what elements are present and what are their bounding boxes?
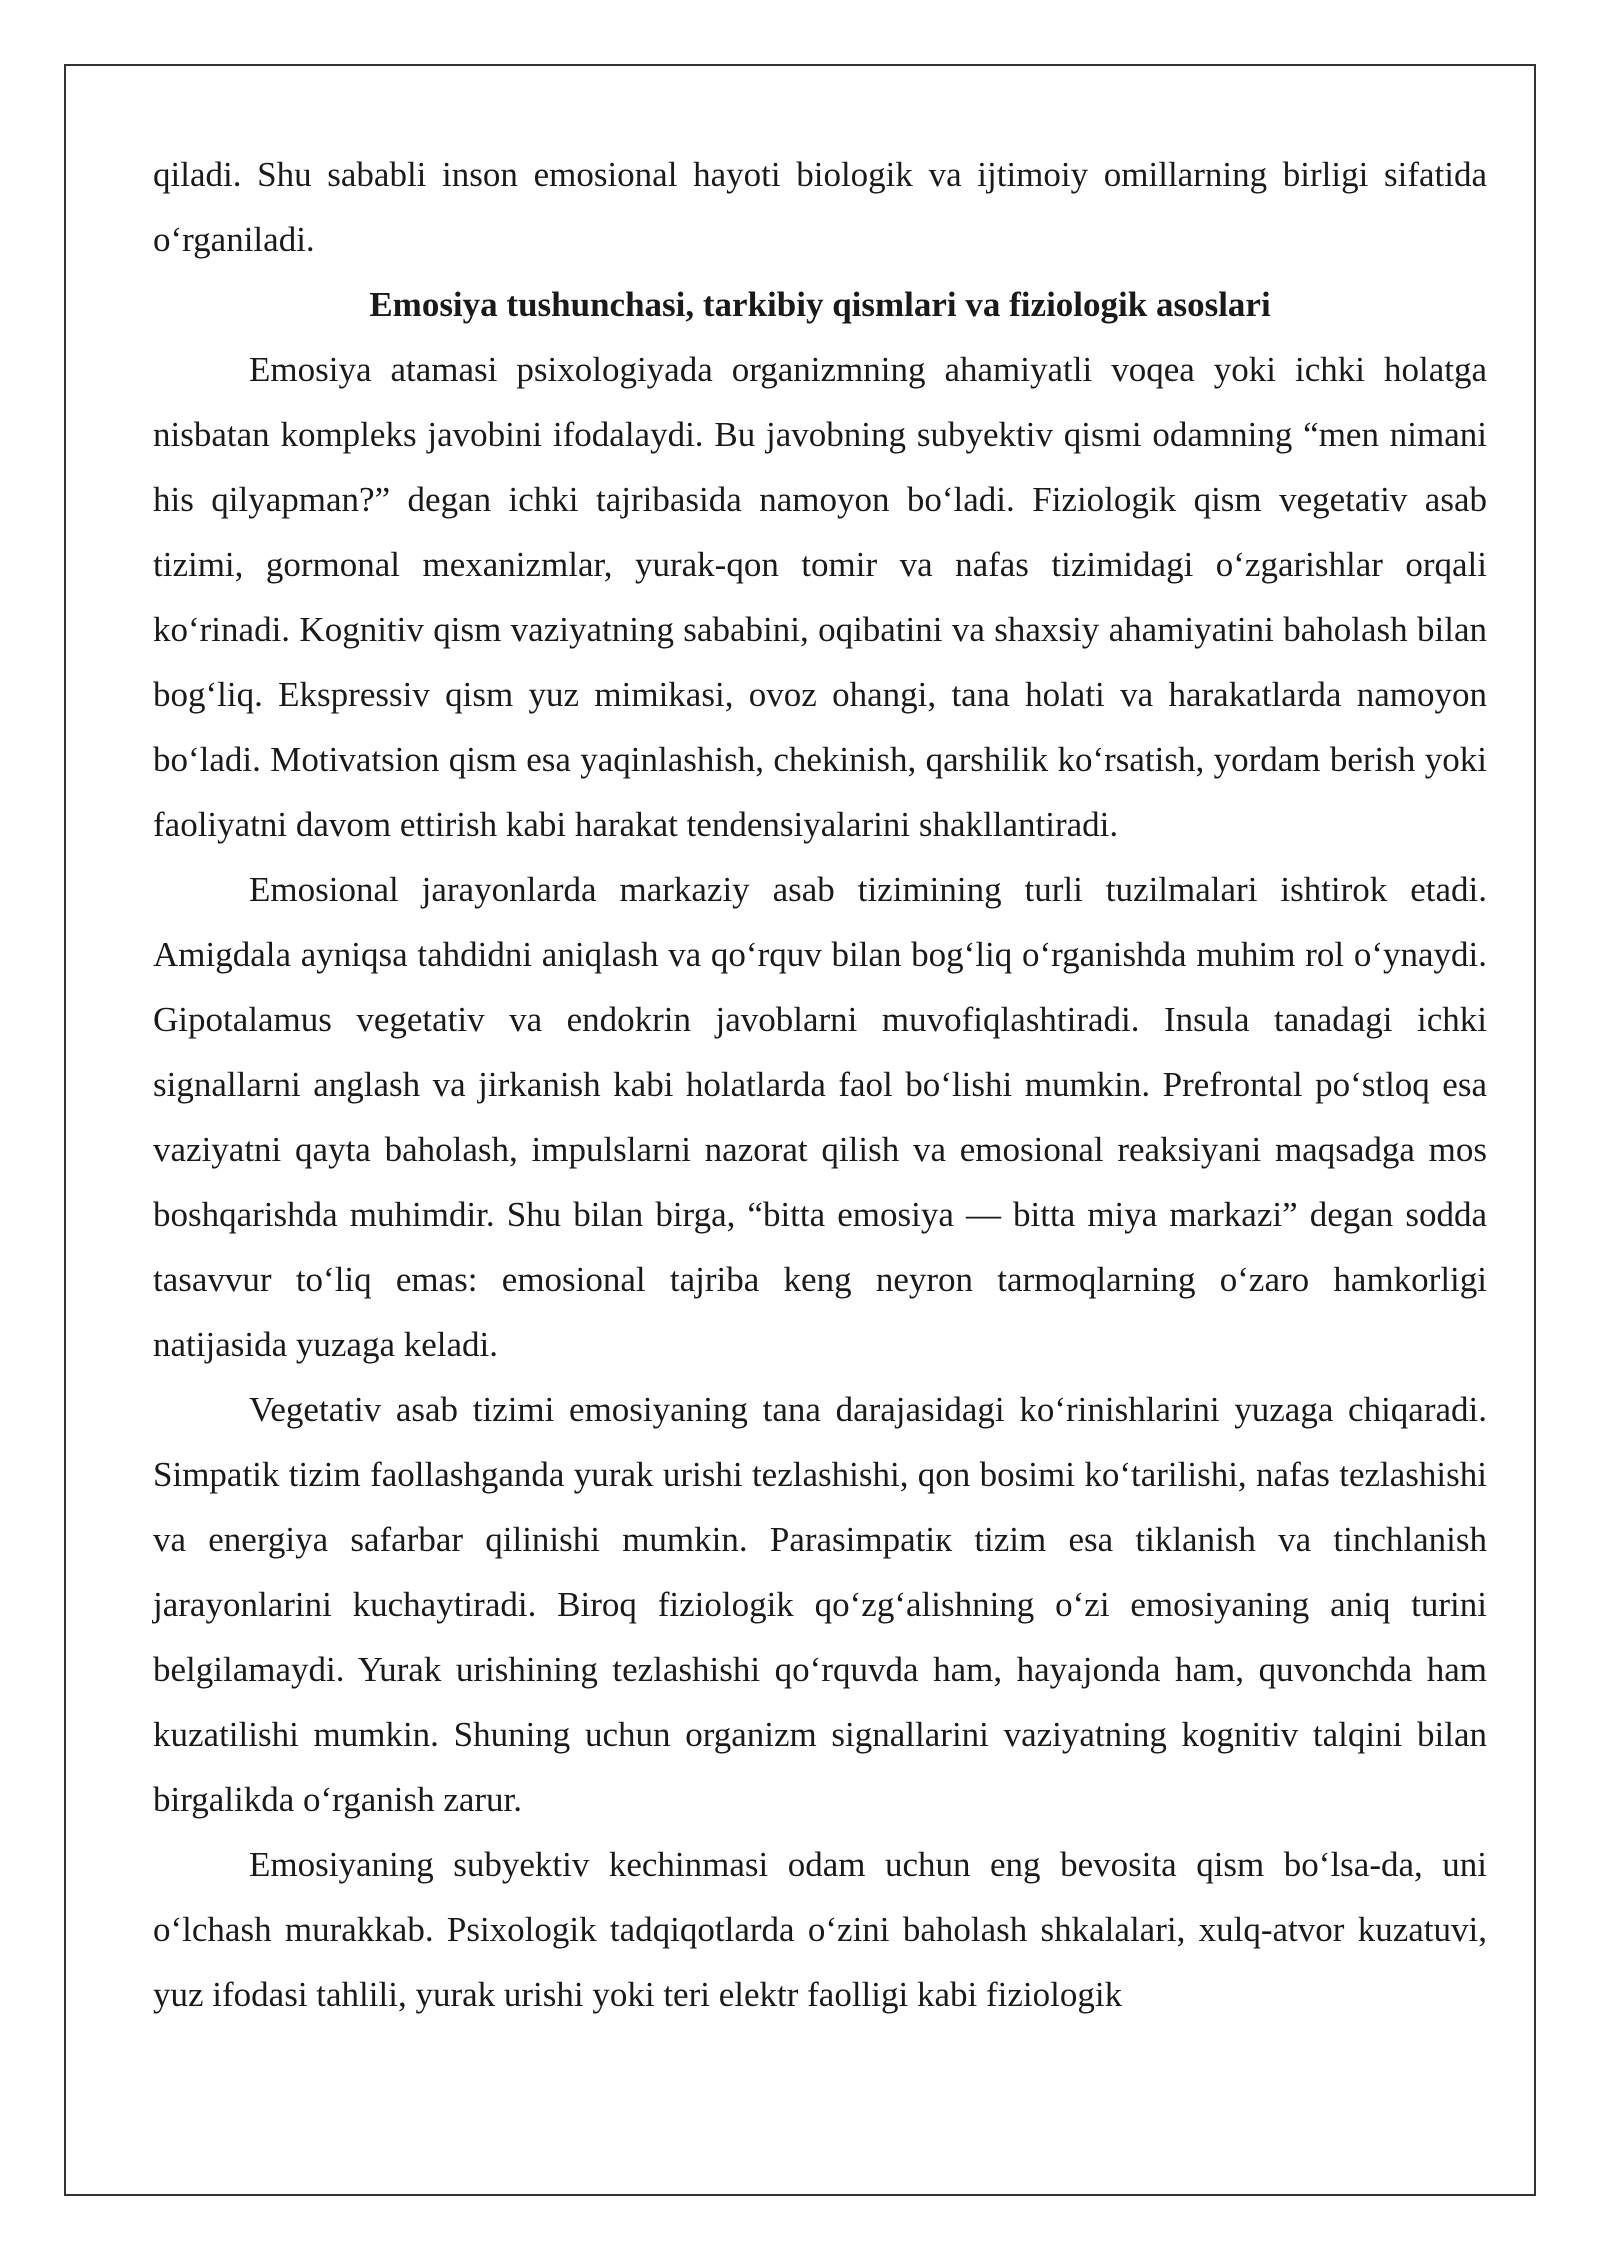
paragraph-continuation: qiladi. Shu sababli inson emosional hayoti biologik va ijtimoiy omillarning birligi sifatida oʻrganiladi. — [153, 155, 1487, 259]
paragraph-emotion-components: Emosiya atamasi psixologiyada organizmning ahamiyatli voqea yoki ichki holatga nisbatan kompleks javobini ifodalaydi. Bu javobning subyektiv qismi odamning “men nimani his qilyapman?” degan ichki tajribasida namoyon boʻladi. Fiziologik qism vegetativ asab tizimi, gormonal mexanizmlar, yurak-qon tomir va nafas tizimidagi oʻzgarishlar orqali koʻrinadi. Kognitiv qism vaziyatning sababini, oqibatini va shaxsiy ahamiyatini baholash bilan bogʻliq. Ekspressiv qism yuz mimikasi, ovoz ohangi, tana holati va harakatlarda namoyon boʻladi. Motivatsion qism esa yaqinlashish, chekinish, qarshilik koʻrsatish, yordam berish yoki faoliyatni davom ettirish kabi harakat tendensiyalarini shakllantiradi. — [153, 350, 1487, 844]
section-heading: Emosiya tushunchasi, tarkibiy qismlari va fiziologik asoslari — [369, 285, 1271, 324]
document-body — [153, 142, 1487, 2027]
paragraph-subjective-experience: Emosiyaning subyektiv kechinmasi odam uchun eng bevosita qism boʻlsa-da, uni oʻlchash murakkab. Psixologik tadqiqotlarda oʻzini baholash shkalalari, xulq-atvor kuzatuvi, yuz ifodasi tahlili, yurak urishi yoki teri elektr faolligi kabi fiziologik — [153, 1845, 1487, 2014]
paragraph-central-nervous-system: Emosional jarayonlarda markaziy asab tizimining turli tuzilmalari ishtirok etadi. Amigdala ayniqsa tahdidni aniqlash va qoʻrquv bilan bogʻliq oʻrganishda muhim rol oʻynaydi. Gipotalamus vegetativ va endokrin javoblarni muvofiqlashtiradi. Insula tanadagi ichki signallarni anglash va jirkanish kabi holatlarda faol boʻlishi mumkin. Prefrontal poʻstloq esa vaziyatni qayta baholash, impulslarni nazorat qilish va emosional reaksiyani maqsadga mos boshqarishda muhimdir. Shu bilan birga, “bitta emosiya — bitta miya markazi” degan sodda tasavvur toʻliq emas: emosional tajriba keng neyron tarmoqlarning oʻzaro hamkorligi natijasida yuzaga keladi. — [153, 870, 1487, 1364]
paragraph-autonomic-nervous-system: Vegetativ asab tizimi emosiyaning tana darajasidagi koʻrinishlarini yuzaga chiqaradi. Simpatik tizim faollashganda yurak urishi tezlashishi, qon bosimi koʻtarilishi, nafas tezlashishi va energiya safarbar qilinishi mumkin. Parasimpatiк tizim esa tiklanish va tinchlanish jarayonlarini kuchaytiradi. Biroq fiziologik qoʻzgʻalishning oʻzi emosiyaning aniq turini belgilamaydi. Yurak urishining tezlashishi qoʻrquvda ham, hayajonda ham, quvonchda ham kuzatilishi mumkin. Shuning uchun organizm signallarini vaziyatning kognitiv talqini bilan birgalikda oʻrganish zarur. — [153, 1390, 1487, 1819]
